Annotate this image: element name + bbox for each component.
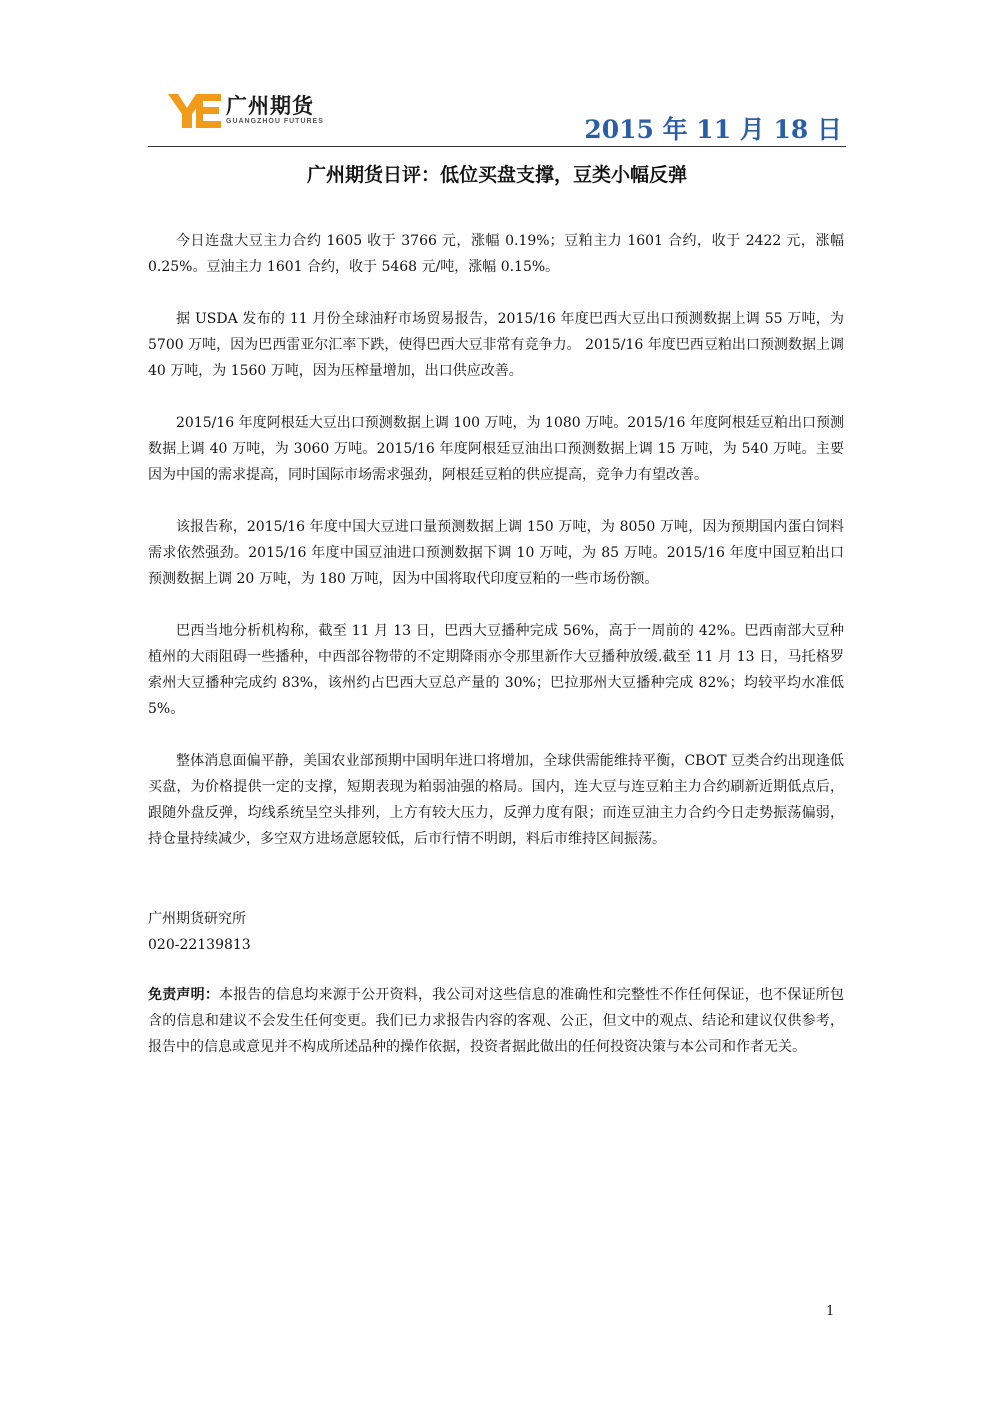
paragraph-brazil-planting: 巴西当地分析机构称，截至 11 月 13 日，巴西大豆播种完成 56%，高于一周前的 42%。巴西南部大豆种植州的大雨阻碍一些播种，中西部谷物带的不定期降雨亦令那里新作大豆播种放缓.截至 11 月 13 日，马托格罗索州大豆播种完成约 83%，该州约占巴西大豆总产量的 30%；巴拉那州大豆播种完成 82%；均较平均水准低 5%。: [148, 623, 844, 717]
paragraph-china-imports: 该报告称，2015/16 年度中国大豆进口量预测数据上调 150 万吨，为 8050 万吨，因为预期国内蛋白饲料需求依然强劲。2015/16 年度中国豆油进口预测数据下调 10 万吨，为 85 万吨。2015/16 年度中国豆粕出口预测数据上调 20 万吨，为 180 万吨，因为中国将取代印度豆粕的一些市场份额。: [148, 519, 844, 587]
report-title: 广州期货日评：低位买盘支撑，豆类小幅反弹: [306, 164, 687, 186]
page-header: [148, 84, 846, 146]
paragraph-outlook: 整体消息面偏平静，美国农业部预期中国明年进口将增加，全球供需能维持平衡，CBOT 豆类合约出现逢低买盘，为价格提供一定的支撑，短期表现为粕弱油强的格局。国内，连大豆与连豆粕主力合约刷新近期低点后，跟随外盘反弹，均线系统呈空头排列，上方有较大压力，反弹力度有限；而连豆油主力合约今日走势振荡偏弱，持仓量持续减少，多空双方进场意愿较低，后市行情不明朗，料后市维持区间振荡。: [148, 753, 844, 847]
disclaimer: [148, 982, 844, 1060]
paragraph-market-close: 今日连盘大豆主力合约 1605 收于 3766 元，涨幅 0.19%；豆粕主力 1601 合约，收于 2422 元，涨幅 0.25%。豆油主力 1601 合约，收于 5468 元/吨，涨幅 0.15%。: [148, 233, 844, 275]
paragraph-argentina-exports: 2015/16 年度阿根廷大豆出口预测数据上调 100 万吨，为 1080 万吨。2015/16 年度阿根廷豆粕出口预测数据上调 40 万吨，为 3060 万吨。2015/16 年度阿根廷豆油出口预测数据上调 15 万吨，为 540 万吨。主要因为中国的需求提高，同时国际市场需求强劲，阿根廷豆粕的供应提高，竞争力有望改善。: [148, 415, 844, 483]
logo-text: 广州期货: [226, 94, 314, 118]
contact-phone: 020-22139813: [148, 937, 251, 953]
disclaimer-label: 免责声明：: [148, 987, 220, 1003]
header-divider: [148, 146, 846, 147]
gzf-logo-icon: [168, 92, 222, 130]
page-number: 1: [826, 1304, 835, 1319]
paragraph-brazil-exports: 据 USDA 发布的 11 月份全球油籽市场贸易报告，2015/16 年度巴西大豆出口预测数据上调 55 万吨，为 5700 万吨，因为巴西雷亚尔汇率下跌，使得巴西大豆非常有竞争力。 2015/16 年度巴西豆粕出口预测数据上调 40 万吨，为 1560 万吨，因为压榨量增加，出口供应改善。: [148, 311, 844, 379]
report-date: 2015 年 11 月 18 日: [584, 115, 842, 144]
organization-name: 广州期货研究所: [148, 911, 246, 927]
report-body: [148, 228, 844, 1060]
logo-subtext: GUANGZHOU FUTURES: [226, 118, 324, 125]
company-logo: [168, 88, 348, 134]
disclaimer-text: 本报告的信息均来源于公开资料，我公司对这些信息的准确性和完整性不作任何保证，也不保证所包含的信息和建议不会发生任何变更。我们已力求报告内容的客观、公正，但文中的观点、结论和建议仅供参考，报告中的信息或意见并不构成所述品种的操作依据，投资者据此做出的任何投资决策与本公司和作者无关。: [148, 987, 845, 1055]
